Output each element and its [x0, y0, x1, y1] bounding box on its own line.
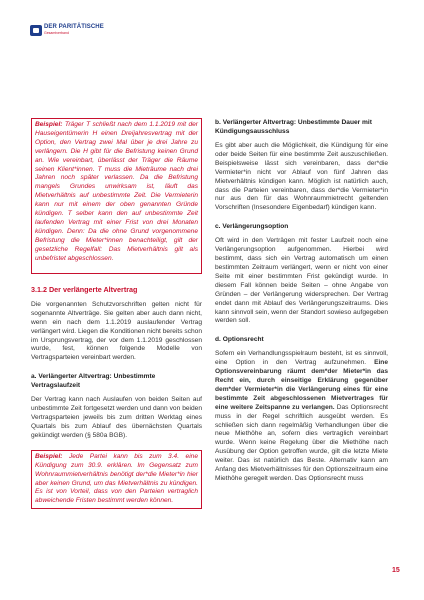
- paragraph: [215, 350, 388, 484]
- example-text: Jede Partei kann bis zum 3.4. eine Kündigung zum 30.9. erklären. Im Gegensatz zum Wohnraummietverhältnis benötigt der*die Mieter*in hier aber keinen Grund, um das Mietverhältnis zu kündigen. Es ist von Vorteil, dass von den Parteien vertraglich abweichende Fristen bestimmt werden können.: [35, 452, 198, 505]
- paragraph: Es gibt aber auch die Möglichkeit, die Kündigung für eine oder beide Seiten für eine bestimmte Zeit auszuschließen. Beispielsweise lässt sich vereinbaren, dass der*die Vermieter*in nicht vor Ablauf von fünf Jahren das Mietverhältnis kündigen kann. Möglich ist natürlich auch, dass die Parteien vereinbaren, dass der*die Vermieter*in nur aus den für das Wohnraummietrecht geltenden Vorschriften (Insesondere Eigenbedarf) kündigen kann.: [215, 142, 388, 212]
- paragraph-text: Sofern ein Verhandlungsspielraum besteht, ist es sinnvoll, eine Option in den Vertrag aufzunehmen.: [215, 350, 388, 367]
- paragraph-text: Das Optionsrecht muss in der Regel schriftlich ausgeübt werden. Es schließen sich dann regelmäßig Verhandlungen über die neue Miethöhe an, sofern dies vertraglich vereinbart wurde. Wenn keine Regelung über die Miethöhe nach Ausübung der Option getroffen wurde, gilt die letzte Miete weiter. Das ist natürlich das Beste. Alternativ kann am Anfang des Mietverhältnisses für den Optionszeitraum eine Miethöhe geregelt werden. Das Optionsrecht muss: [215, 403, 389, 482]
- paragraph: Die vorgenannten Schutzvorschriften gelten nicht für sogenannte Altverträge. Sie gelten aber auch dann nicht, wenn ein nach dem 1.1.2019 auslaufender Vertrag verlängert wird. Liegen die Konditionen nicht bereits schon im Ursprungsvertrag, der vor dem 1.1.2019 geschlossen wurde, fest, können folgende Modelle von Vertragsparteien vereinbart werden.: [31, 300, 202, 362]
- section-heading: 3.1.2 Der verlängerte Altvertrag: [31, 285, 138, 294]
- subheading-a: a. Verlängerter Altvertrag: Unbestimmte Vertragslaufzeit: [31, 373, 156, 390]
- right-column: [215, 118, 388, 484]
- paragraph: Oft wird in den Verträgen mit fester Laufzeit noch eine Verlängerungsoption aufgenommen. Hierbei wird bestimmt, dass sich ein Vertrag automatisch um einen bestimmten Zeitraum verlängert, wenn er nicht von einer Seite mit einer bestimmten Frist gekündigt wurde. In diesem Fall können beide Seiten – ohne Angabe von Gründen – der Verlängerung widersprechen. Der Vertrag endet dann mit Ablauf des Verlängerungszeitraums. Dies kann sinnvoll sein, wenn der Standort sowieso aufgegeben werden soll.: [215, 237, 388, 325]
- logo-mark-icon: [30, 25, 42, 36]
- example-label: Beispiel:: [35, 452, 63, 460]
- logo-text: DER PARITÄTISCHE: [44, 24, 104, 30]
- logo-subtitle: Gesamtverband: [44, 31, 69, 35]
- left-column: [31, 118, 202, 509]
- example-text: Träger T schließt nach dem 1.1.2019 mit der Hauseigentümerin H einen Dreijahresvertrag mit der Option, den Vertrag zwei Mal über je drei Jahre zu verlängern. Die H gibt für die Befristung keinen Grund an. Wie vereinbart, überlässt der Träger die Räume seinen Klient*innen. T muss die Mieträume nach drei Jahren noch später verlassen. Da die Befristung mangels Grundes unwirksam ist, läuft das Mietverhältnis auf unbestimmte Zeit. Die Vermieterin kann nur mit einem der oben genannten Gründe kündigen. T selber kann den auf unbestimmte Zeit laufenden Vertrag mit einer Frist von drei Monaten kündigen. Denn: Da die ohne Grund vorgenommene Befristung die Mieter*innen benachteiligt, gilt der gesetzliche Regelfall: Das Mietverhältnis gilt als unbefristet abgeschlossen.: [35, 121, 198, 262]
- subheading-c: c. Verlängerungsoption: [215, 223, 289, 231]
- paragraph-bold-text: Eine Optionsvereinbarung räumt dem*der Mieter*in das Recht ein, durch einseitige Erklärung gegenüber dem*der Vermieter*in die Verlängerung eines für eine bestimmte Zeit abgeschlossenen Mietvertrages für eine weitere Zeitspanne zu verlangen.: [215, 359, 388, 411]
- subheading-b: b. Verlängerter Altvertrag: Unbestimmte Dauer mit Kündigungsausschluss: [215, 119, 372, 135]
- subheading-d: d. Optionsrecht: [215, 336, 264, 344]
- page-number: 15: [392, 567, 400, 574]
- paragraph: Der Vertrag kann nach Auslaufen von beiden Seiten auf unbestimmte Zeit fortgesetzt werden und dann von beiden Vertragsparteien jeweils bis zum dritten Werktag eines Quartals bis zum Ablauf des übernächsten Quartals gekündigt werden (§ 580a BGB).: [31, 396, 202, 439]
- publisher-logo: [30, 24, 104, 38]
- example-box-1: [31, 118, 202, 274]
- example-box-2: [31, 450, 202, 509]
- example-label: Beispiel:: [35, 121, 63, 128]
